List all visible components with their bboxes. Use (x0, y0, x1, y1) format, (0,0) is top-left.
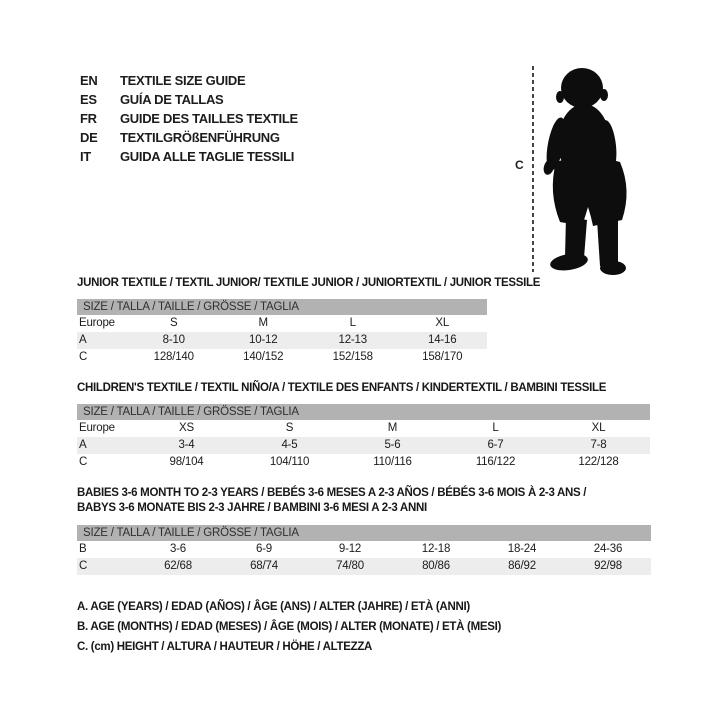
height-figure (505, 60, 645, 280)
table-row (77, 454, 650, 471)
language-row-fr (80, 109, 298, 128)
language-row-de (80, 128, 298, 147)
table-cell: XL (435, 317, 450, 329)
table-cell: 9-12 (338, 543, 362, 555)
table-cell: 158/170 (422, 351, 463, 363)
table-row (77, 420, 650, 437)
table-cell: 110/116 (373, 456, 412, 468)
table-row (77, 349, 487, 366)
language-row-en (80, 71, 298, 90)
table-cell: L (349, 317, 356, 329)
junior-textile-table (77, 276, 541, 366)
size-header-bar: SIZE / TALLA / TAILLE / GRÖSSE / TAGLIA (77, 299, 487, 315)
table-title-line1: BABIES 3-6 MONTH TO 2-3 YEARS / BEBÉS 3-6 MESES A 2-3 AÑOS / BÉBÉS 3-6 MOIS À 2-3 ANS / (77, 487, 587, 499)
table-row (77, 332, 487, 349)
table-cell: 8-10 (162, 334, 185, 346)
table-cell: 104/110 (269, 456, 310, 468)
table-cell: 128/140 (153, 351, 194, 363)
table-title-line2: BABYS 3-6 MONATE BIS 2-3 JAHRE / BAMBINI 3-6 MESI A 2-3 ANNI (77, 502, 427, 514)
table-cell: 14-16 (428, 334, 457, 346)
table-cell: 3-4 (178, 439, 195, 451)
size-header-bar: SIZE / TALLA / TAILLE / GRÖSSE / TAGLIA (77, 525, 651, 541)
table-title: CHILDREN'S TEXTILE / TEXTIL NIÑO/A / TEXTILE DES ENFANTS / KINDERTEXTIL / BAMBINI TESSILE (77, 382, 607, 394)
row-label: A (79, 439, 87, 451)
table-cell: 6-9 (255, 543, 273, 555)
table-title (77, 486, 651, 516)
language-title: TEXTILE SIZE GUIDE (120, 73, 246, 88)
language-code: IT (80, 149, 91, 164)
language-title: GUÍA DE TALLAS (120, 92, 224, 107)
table-cell: M (258, 317, 268, 329)
table-cell: 24-36 (593, 543, 623, 555)
table-cell: S (285, 422, 294, 434)
legend-line-c: C. (cm) HEIGHT / ALTURA / HAUTEUR / HÖHE / ALTEZZA (77, 641, 373, 653)
legend (77, 597, 501, 657)
table-cell: 152/158 (332, 351, 373, 363)
toddler-silhouette-icon (542, 64, 634, 276)
table-row (77, 437, 650, 454)
language-code: EN (80, 73, 98, 88)
table-cell: 62/68 (164, 560, 192, 572)
table-cell: 80/86 (422, 560, 450, 572)
row-label: C (79, 456, 88, 468)
table-cell: 74/80 (336, 560, 364, 572)
table-cell: XL (591, 422, 606, 434)
row-label: C (79, 351, 88, 363)
table-cell: 18-24 (507, 543, 537, 555)
table-cell: 4-5 (281, 439, 298, 451)
table-row (77, 541, 651, 558)
table-cell: 12-13 (338, 334, 367, 346)
table-cell: 7-8 (590, 439, 607, 451)
table-cell: S (170, 317, 178, 329)
table-cell: L (492, 422, 499, 434)
table-cell: 3-6 (169, 543, 187, 555)
table-cell: 6-7 (487, 439, 504, 451)
table-row (77, 315, 487, 332)
language-title: TEXTILGRÖßENFÜHRUNG (120, 130, 280, 145)
row-label: A (79, 334, 87, 346)
size-header-bar: SIZE / TALLA / TAILLE / GRÖSSE / TAGLIA (77, 404, 650, 420)
babies-textile-table (77, 486, 651, 575)
language-code: DE (80, 130, 98, 145)
language-title: GUIDE DES TAILLES TEXTILE (120, 111, 298, 126)
table-cell: 12-18 (421, 543, 451, 555)
table-cell: 140/152 (243, 351, 284, 363)
height-dashed-line-icon (532, 66, 534, 272)
table-cell: 68/74 (250, 560, 278, 572)
legend-line-b: B. AGE (MONTHS) / EDAD (MESES) / ÂGE (MOIS) / ALTER (MONATE) / ETÀ (MESI) (77, 621, 502, 633)
table-cell: 5-6 (384, 439, 401, 451)
table-title: JUNIOR TEXTILE / TEXTIL JUNIOR/ TEXTILE JUNIOR / JUNIORTEXTIL / JUNIOR TESSILE (77, 277, 541, 289)
row-label: B (79, 543, 87, 555)
language-row-it (80, 147, 298, 166)
table-cell: XS (179, 422, 194, 434)
row-label: Europe (79, 317, 115, 329)
table-cell: 10-12 (249, 334, 278, 346)
table-cell: 122/128 (578, 456, 619, 468)
table-row (77, 558, 651, 575)
row-label: Europe (79, 422, 115, 434)
table-cell: 116/122 (475, 456, 516, 468)
language-code: FR (80, 111, 97, 126)
table-cell: 98/104 (169, 456, 204, 468)
table-cell: M (387, 422, 398, 434)
table-cell: 92/98 (594, 560, 622, 572)
language-row-es (80, 90, 298, 109)
legend-line-a: A. AGE (YEARS) / EDAD (AÑOS) / ÂGE (ANS) / ALTER (JAHRE) / ETÀ (ANNI) (77, 601, 470, 613)
table-cell: 86/92 (508, 560, 536, 572)
language-code: ES (80, 92, 97, 107)
row-label: C (79, 560, 88, 572)
language-list (80, 71, 298, 166)
height-measure-label: C (515, 158, 524, 172)
language-title: GUIDA ALLE TAGLIE TESSILI (120, 149, 295, 164)
childrens-textile-table (77, 381, 650, 471)
